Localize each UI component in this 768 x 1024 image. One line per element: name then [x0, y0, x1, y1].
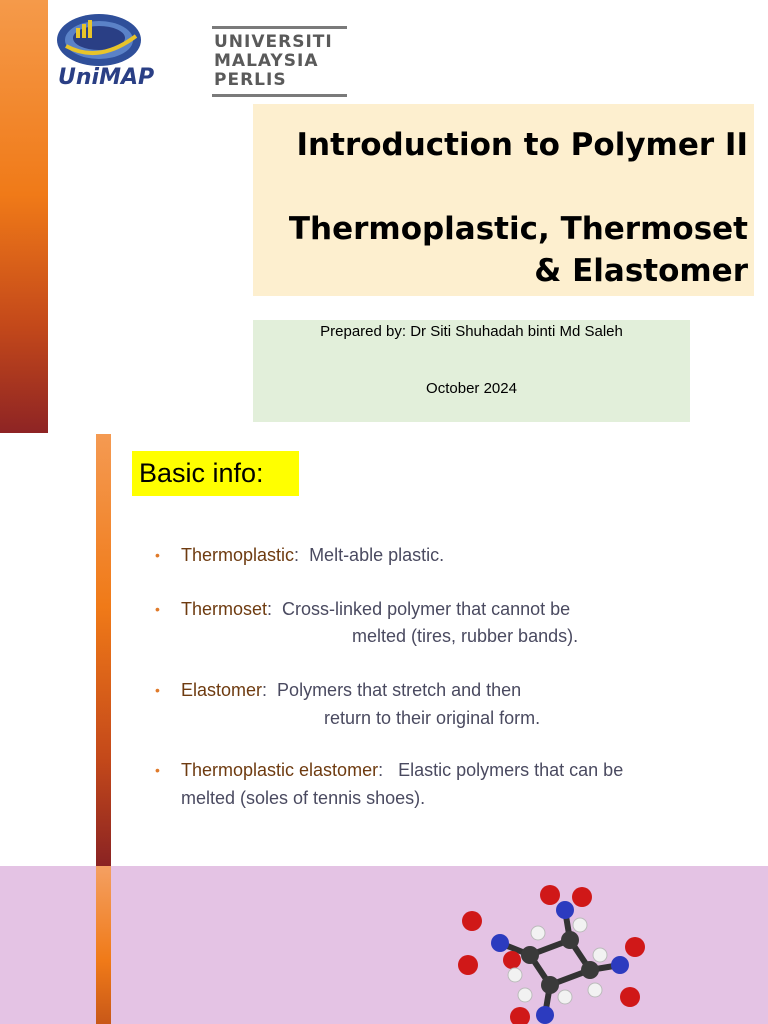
term-label: Thermoplastic	[181, 545, 295, 565]
basic-info-heading: Basic info:	[132, 451, 299, 496]
title-subtitle-line2: & Elastomer	[534, 253, 748, 289]
prepared-date: October 2024	[426, 380, 517, 397]
term-label: Thermoplastic elastomer	[181, 760, 379, 780]
prepared-by-box	[253, 320, 690, 422]
logo-line: MALAYSIA	[214, 51, 319, 71]
logo-divider-bottom	[212, 94, 347, 97]
molecule-model-icon	[450, 885, 650, 1024]
term-description: Polymers that stretch and then	[277, 680, 522, 700]
term-description: Cross-linked polymer that cannot be	[282, 599, 571, 619]
bullet-icon: •	[155, 682, 160, 698]
bottom-panel	[0, 866, 768, 1024]
title-main: Introduction to Polymer II	[296, 127, 748, 163]
term-description-cont: melted (soles of tennis shoes).	[181, 788, 426, 808]
term-label: Elastomer	[181, 680, 263, 700]
logo-mark-text: UniMAP	[58, 65, 155, 90]
section-accent-bar	[96, 434, 111, 866]
unimap-emblem-icon	[54, 6, 159, 96]
term-description-cont: melted (tires, rubber bands).	[352, 626, 579, 646]
title-subtitle-line1: Thermoplastic, Thermoset	[288, 211, 748, 247]
bullet-icon: •	[155, 547, 160, 563]
logo-divider-top	[212, 26, 347, 29]
university-logo	[54, 6, 333, 96]
term-description: Elastic polymers that can be	[398, 760, 624, 780]
term-description-cont: return to their original form.	[324, 708, 541, 728]
term-description: Melt-able plastic.	[309, 545, 445, 565]
logo-text	[214, 33, 333, 90]
logo-line: UNIVERSITI	[214, 32, 333, 52]
term-label: Thermoset	[181, 599, 268, 619]
bullet-icon: •	[155, 762, 160, 778]
title-box	[253, 104, 754, 296]
bottom-accent-bar	[96, 866, 111, 1024]
left-accent-bar	[0, 0, 48, 433]
logo-line: PERLIS	[214, 70, 287, 90]
bullet-icon: •	[155, 601, 160, 617]
prepared-by-author: Prepared by: Dr Siti Shuhadah binti Md Saleh	[320, 323, 623, 340]
